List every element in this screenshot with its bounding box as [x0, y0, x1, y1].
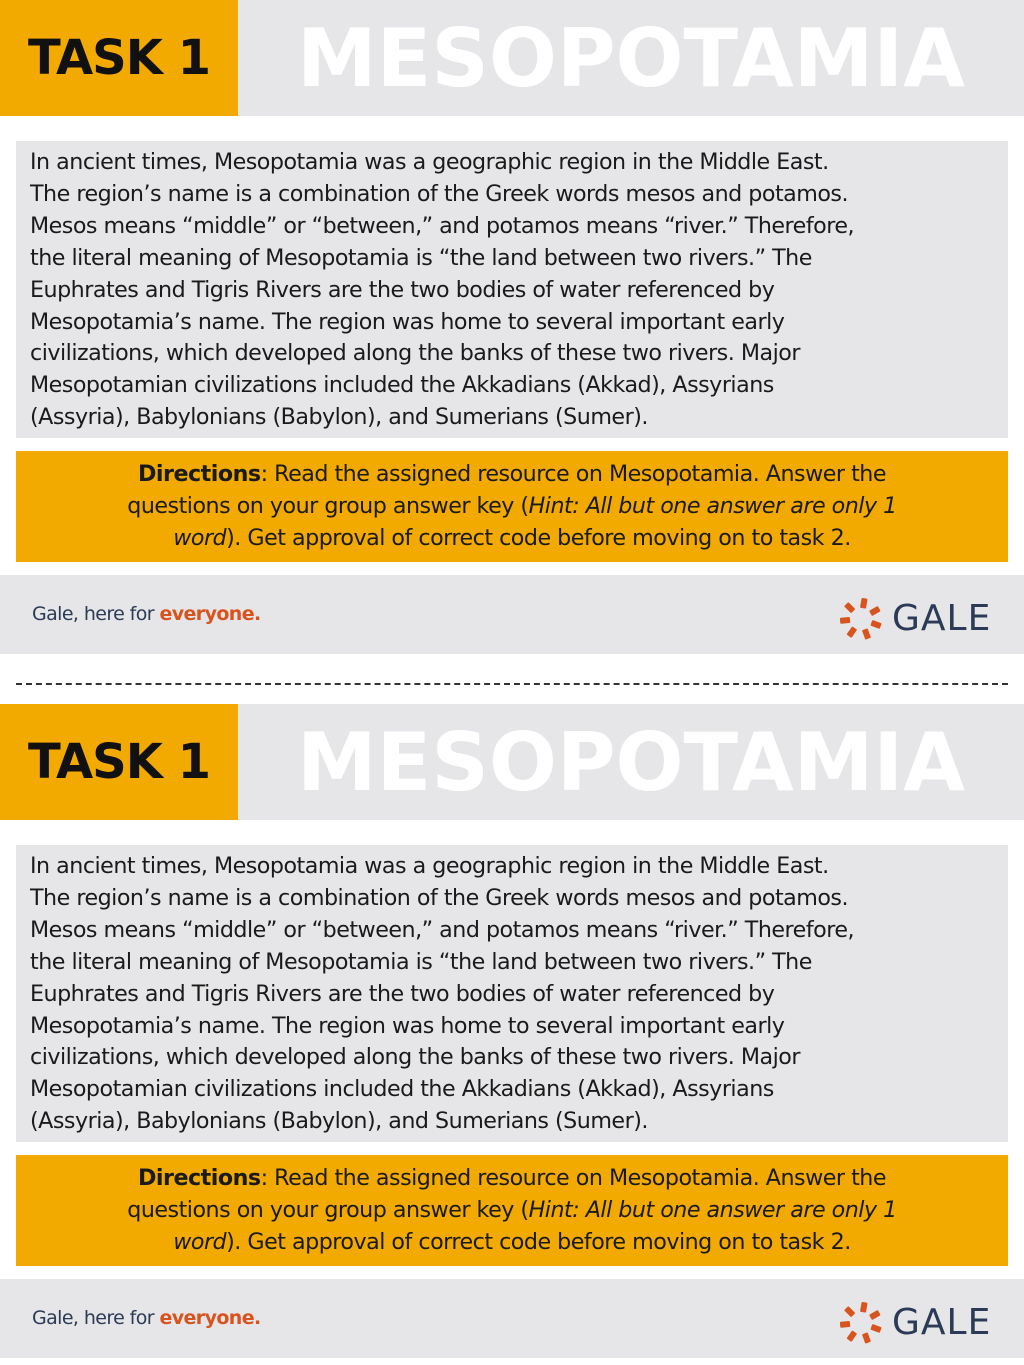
paragraph-line: Mesopotamian civilizations included the Akkadians (Akkad), Assyrians	[30, 1076, 774, 1103]
paragraph-line: Euphrates and Tigris Rivers are the two bodies of water referenced by	[30, 276, 775, 303]
paragraph-line: Mesopotamia’s name. The region was home to several important early	[30, 308, 785, 335]
paragraph-line: The region’s name is a combination of the Greek words mesos and potamos.	[30, 884, 849, 911]
gale-logo-text: GALE	[892, 1302, 992, 1343]
paragraph-line: civilizations, which developed along the banks of these two rivers. Major	[30, 1044, 800, 1071]
directions-label: Directions	[138, 1165, 261, 1191]
directions-line	[36, 522, 988, 554]
footer-bar	[0, 1279, 1024, 1358]
directions-line	[36, 458, 988, 490]
paragraph-line: (Assyria), Babylonians (Babylon), and Sumerians (Sumer).	[30, 404, 648, 431]
directions-text: ). Get approval of correct code before moving on to task 2.	[226, 525, 851, 551]
directions-line	[36, 1226, 988, 1258]
card-header	[0, 704, 1024, 820]
directions-line	[36, 1194, 988, 1226]
paragraph-line: Mesos means “middle” or “between,” and potamos means “river.” Therefore,	[30, 212, 855, 239]
task-label: TASK 1	[0, 704, 238, 820]
directions-hint: Hint: All but one answer are only 1	[528, 1197, 897, 1223]
cut-line-divider	[16, 683, 1008, 685]
card-header	[0, 0, 1024, 116]
directions-hint: word	[173, 1229, 227, 1255]
directions-line	[36, 490, 988, 522]
tagline-text: Gale, here for	[32, 1307, 160, 1329]
directions-text: ). Get approval of correct code before moving on to task 2.	[226, 1229, 851, 1255]
paragraph-line: the literal meaning of Mesopotamia is “the land between two rivers.” The	[30, 948, 812, 975]
paragraph-line: In ancient times, Mesopotamia was a geographic region in the Middle East.	[30, 149, 829, 175]
paragraph-line: the literal meaning of Mesopotamia is “the land between two rivers.” The	[30, 244, 812, 271]
gale-burst-icon	[838, 597, 884, 641]
tagline-text: Gale, here for	[32, 603, 160, 625]
paragraph-line: The region’s name is a combination of the Greek words mesos and potamos.	[30, 180, 849, 207]
gale-logo	[838, 1301, 991, 1345]
directions-line	[36, 1162, 988, 1194]
paragraph-line: (Assyria), Babylonians (Babylon), and Sumerians (Sumer).	[30, 1108, 648, 1135]
intro-paragraph	[16, 845, 1008, 1142]
intro-paragraph	[16, 141, 1008, 438]
paragraph-line: civilizations, which developed along the banks of these two rivers. Major	[30, 340, 800, 367]
directions-hint: Hint: All but one answer are only 1	[528, 493, 897, 519]
task-label: TASK 1	[0, 0, 238, 116]
gale-tagline	[32, 603, 261, 625]
gale-logo-text: GALE	[892, 598, 992, 639]
paragraph-line: Mesopotamian civilizations included the Akkadians (Akkad), Assyrians	[30, 372, 774, 399]
directions-label: Directions	[138, 461, 261, 487]
paragraph-line: Euphrates and Tigris Rivers are the two bodies of water referenced by	[30, 980, 775, 1007]
paragraph-line: In ancient times, Mesopotamia was a geographic region in the Middle East.	[30, 853, 829, 879]
paragraph-line: Mesopotamia’s name. The region was home to several important early	[30, 1012, 785, 1039]
footer-bar	[0, 575, 1024, 654]
gale-logo	[838, 597, 991, 641]
paragraph-line: Mesos means “middle” or “between,” and potamos means “river.” Therefore,	[30, 916, 855, 943]
directions-text: : Read the assigned resource on Mesopotamia. Answer the	[260, 1165, 886, 1191]
tagline-emphasis: everyone.	[159, 603, 261, 625]
directions-box	[16, 451, 1008, 562]
page-title: MESOPOTAMIA	[296, 11, 966, 105]
page-title: MESOPOTAMIA	[296, 715, 966, 809]
directions-text: questions on your group answer key (	[127, 1197, 529, 1223]
gale-tagline	[32, 1307, 261, 1329]
directions-hint: word	[173, 525, 227, 551]
tagline-emphasis: everyone.	[159, 1307, 261, 1329]
directions-text: questions on your group answer key (	[127, 493, 529, 519]
directions-text: : Read the assigned resource on Mesopotamia. Answer the	[260, 461, 886, 487]
gale-burst-icon	[838, 1301, 884, 1345]
directions-box	[16, 1155, 1008, 1266]
